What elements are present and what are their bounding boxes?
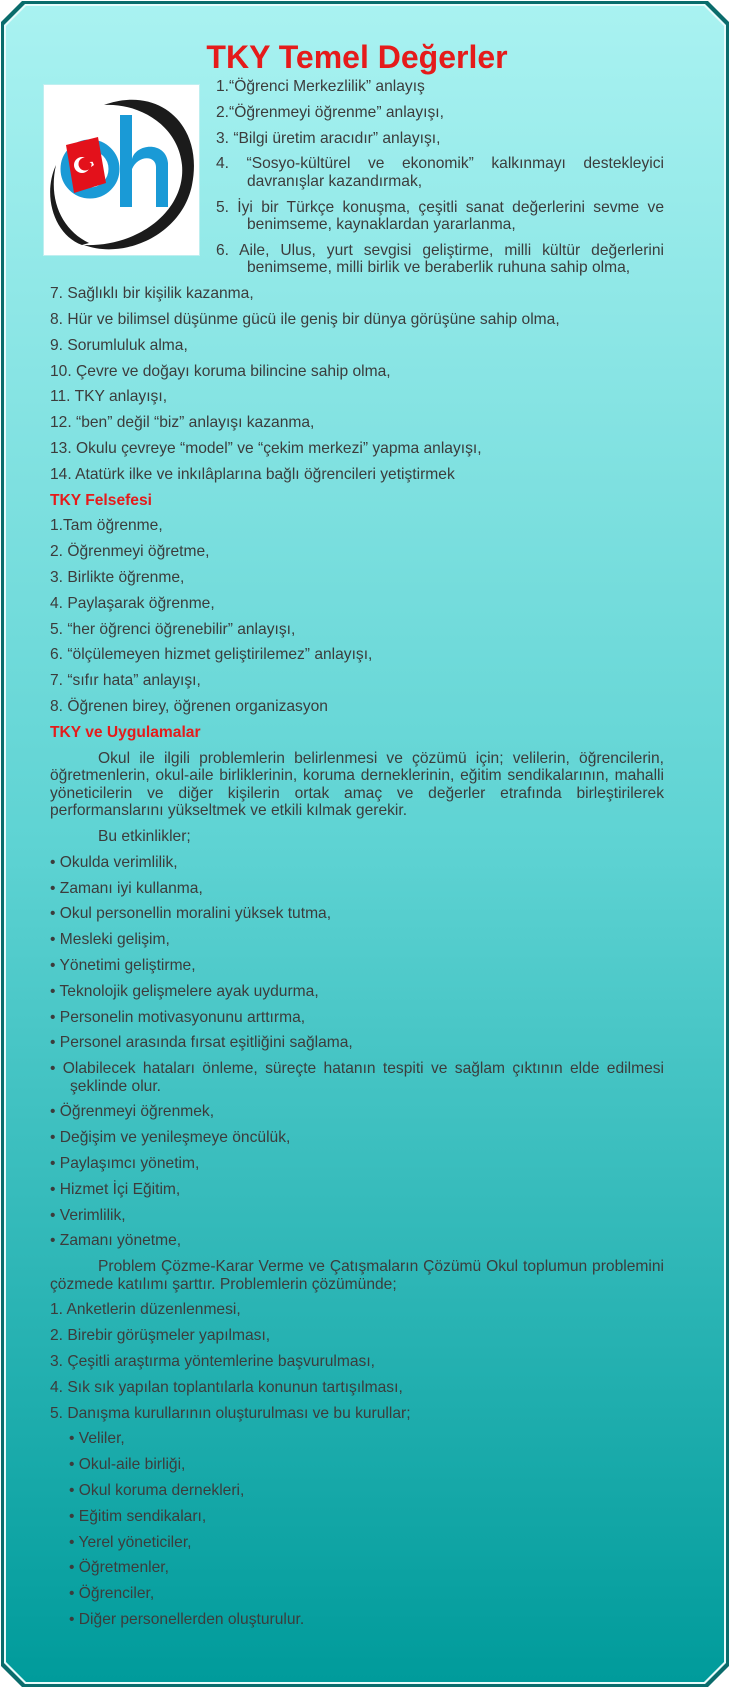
value-item: 9. Sorumluluk alma, — [50, 336, 188, 354]
council-member-item: • Okul-aile birliği, — [69, 1456, 186, 1474]
school-logo — [43, 84, 200, 256]
felsefe-heading: TKY Felsefesi — [50, 491, 152, 509]
step-item: 2. Birebir görüşmeler yapılması, — [50, 1327, 271, 1345]
felsefe-item: 7. “sıfır hata” anlayışı, — [50, 672, 201, 690]
council-members-list — [50, 1430, 664, 1628]
activity-item: • Teknolojik gelişmelere ayak uydurma, — [50, 982, 319, 1000]
felsefe-item: 3. Birlikte öğrenme, — [50, 569, 185, 587]
value-item: 6. Aile, Ulus, yurt sevgisi geliştirme, milli kültür değerlerini benimseme, milli birlik ve beraberlik ruhuna sahip olma, — [216, 241, 664, 277]
value-item: 5. İyi bir Türkçe konuşma, çeşitli sanat değerlerini sevme ve benimseme, kaynaklardan yararlanma, — [216, 198, 664, 234]
value-item: 7. Sağlıklı bir kişilik kazanma, — [50, 285, 254, 303]
activity-item: • Zamanı iyi kullanma, — [50, 879, 203, 897]
value-item: 10. Çevre ve doğayı koruma bilincine sahip olma, — [50, 362, 391, 380]
document-body — [50, 38, 664, 1637]
activity-item: • Yönetimi geliştirme, — [50, 956, 196, 974]
felsefe-item: 4. Paylaşarak öğrenme, — [50, 594, 215, 612]
activity-item: • Olabilecek hataları önleme, süreçte hatanın tespiti ve sağlam çıktının elde edilmesi şeklinde olur. — [50, 1060, 664, 1095]
value-item: 4. “Sosyo-kültürel ve ekonomik” kalkınmayı destekleyici davranışlar kazandırmak, — [216, 155, 664, 190]
council-member-item: • Veliler, — [69, 1430, 125, 1448]
activity-item: • Hizmet İçi Eğitim, — [50, 1180, 181, 1198]
activity-item: • Okulda verimlilik, — [50, 853, 178, 871]
activity-item: • Değişim ve yenileşmeye öncülük, — [50, 1129, 291, 1147]
problem-paragraph: Problem Çözme-Karar Verme ve Çatışmaların Çözümü Okul toplumun problemini çözmede katılımı şarttır. Problemlerin çözümünde; — [50, 1258, 664, 1293]
council-member-item: • Yerel yöneticiler, — [69, 1533, 192, 1551]
value-item: 12. “ben” değil “biz” anlayışı kazanma, — [50, 414, 315, 432]
felsefe-list — [50, 517, 664, 715]
value-item: 14. Atatürk ilke ve inkılâplarına bağlı öğrencileri yetiştirmek — [50, 465, 455, 483]
value-item: 11. TKY anlayışı, — [50, 388, 168, 406]
council-member-item: • Öğretmenler, — [69, 1559, 169, 1577]
activity-item: • Personel arasında fırsat eşitliğini sağlama, — [50, 1034, 353, 1052]
value-item: 1.“Öğrenci Merkezlilik” anlayış — [216, 78, 425, 95]
felsefe-item: 5. “her öğrenci öğrenebilir” anlayışı, — [50, 620, 296, 638]
council-member-item: • Okul koruma dernekleri, — [69, 1482, 245, 1500]
uygulamalar-paragraph: Okul ile ilgili problemlerin belirlenmesi ve çözümü için; velilerin, öğrencilerin, öğretmenlerin, okul-aile birliklerinin, koruma derneklerinin, eğitim sendikalarının, mahalli yöneticilerin ve diğer kişilerin ortak amaç ve değerler etrafında birleştirilerek performanslarını yükseltmek ve etkili kılmak gerekir. — [50, 749, 664, 820]
activity-item: • Verimlilik, — [50, 1206, 126, 1224]
activity-item: • Paylaşımcı yönetim, — [50, 1154, 200, 1172]
felsefe-item: 2. Öğrenmeyi öğretme, — [50, 543, 210, 561]
activities-intro: Bu etkinlikler; — [98, 827, 191, 845]
felsefe-item: 8. Öğrenen birey, öğrenen organizasyon — [50, 698, 328, 716]
problem-steps-list — [50, 1301, 664, 1422]
logo-icon — [44, 85, 199, 255]
step-item: 1. Anketlerin düzenlenmesi, — [50, 1301, 241, 1319]
core-values-list — [50, 285, 664, 483]
activity-item: • Personelin motivasyonunu arttırma, — [50, 1008, 306, 1026]
activity-item: • Zamanı yönetme, — [50, 1232, 182, 1250]
value-item: 3. “Bilgi üretim aracıdır” anlayışı, — [216, 129, 441, 147]
activity-item: • Mesleki gelişim, — [50, 931, 170, 949]
activity-item: • Okul personellin moralini yüksek tutma, — [50, 905, 332, 923]
page-title: TKY Temel Değerler — [206, 39, 508, 75]
activities-list — [50, 854, 664, 1250]
value-item: 2.“Öğrenmeyi öğrenme” anlayışı, — [216, 103, 444, 121]
intro-block — [50, 78, 664, 277]
core-values-list-top — [216, 78, 664, 277]
council-member-item: • Öğrenciler, — [69, 1585, 155, 1603]
step-item: 5. Danışma kurullarının oluşturulması ve bu kurullar; — [50, 1404, 411, 1422]
council-member-item: • Diğer personellerden oluşturulur. — [69, 1611, 305, 1629]
felsefe-item: 1.Tam öğrenme, — [50, 517, 163, 535]
step-item: 4. Sık sık yapılan toplantılarla konunun tartışılması, — [50, 1378, 403, 1396]
step-item: 3. Çeşitli araştırma yöntemlerine başvurulması, — [50, 1353, 375, 1371]
council-member-item: • Eğitim sendikaları, — [69, 1507, 207, 1525]
value-item: 8. Hür ve bilimsel düşünme gücü ile geniş bir dünya görüşüne sahip olma, — [50, 311, 560, 329]
value-item: 13. Okulu çevreye “model” ve “çekim merkezi” yapma anlayışı, — [50, 440, 482, 458]
activity-item: • Öğrenmeyi öğrenmek, — [50, 1103, 215, 1121]
uygulamalar-heading: TKY ve Uygulamalar — [50, 723, 201, 741]
felsefe-item: 6. “ölçülemeyen hizmet geliştirilemez” anlayışı, — [50, 646, 373, 664]
